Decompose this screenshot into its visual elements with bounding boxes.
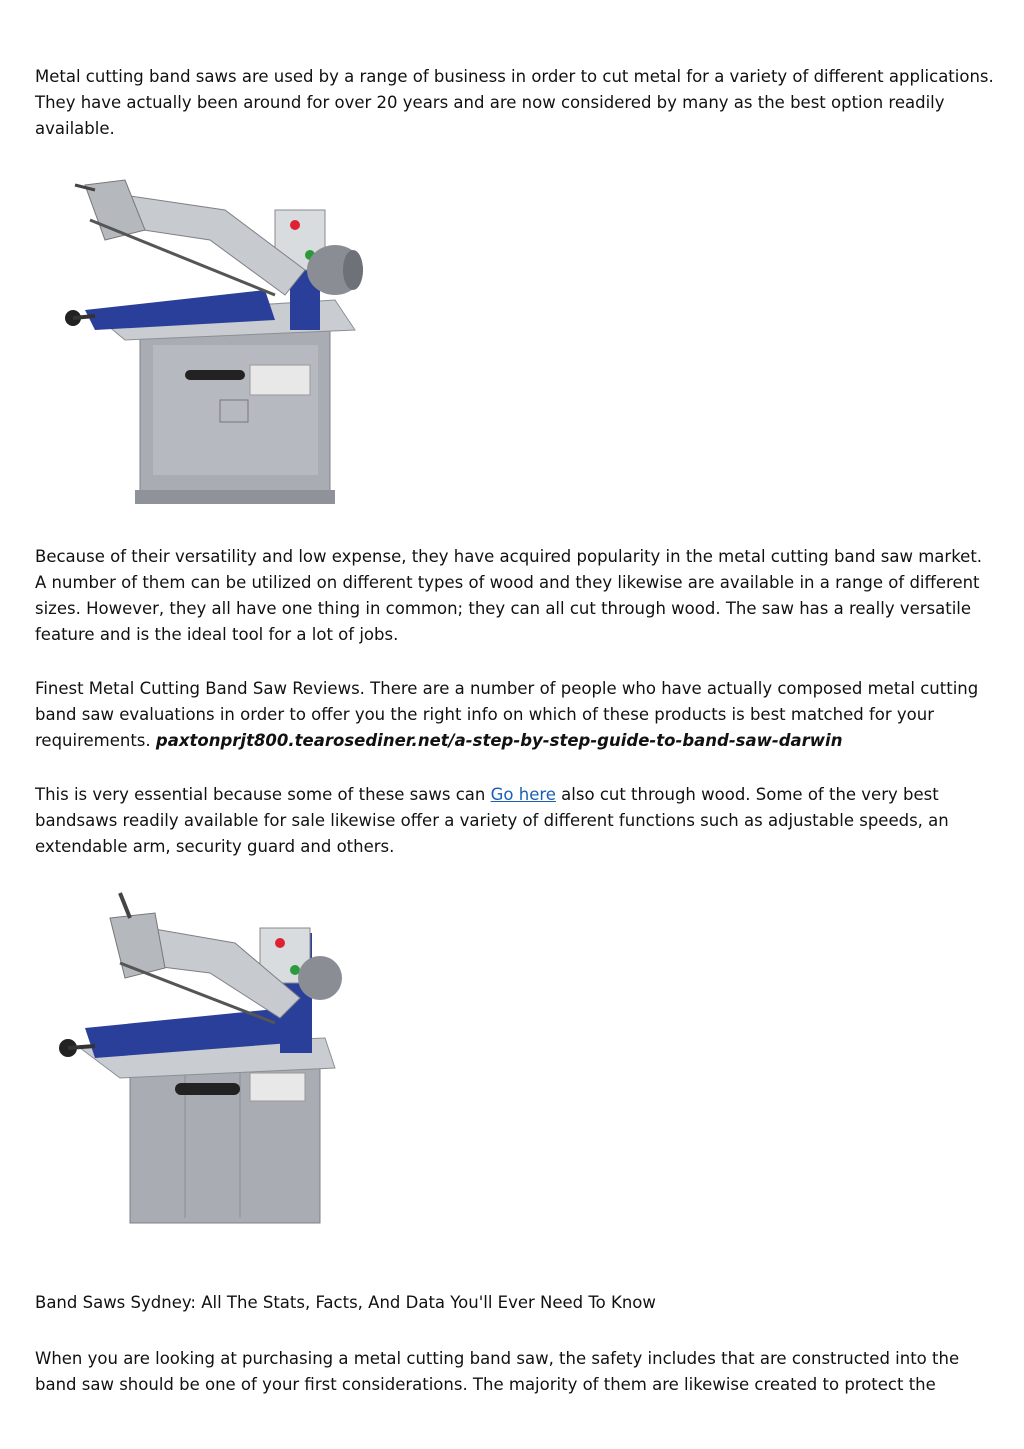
band-saw-image-1 — [35, 170, 365, 515]
essential-paragraph — [35, 782, 995, 860]
reviews-text: Finest Metal Cutting Band Saw Reviews. There are a number of people who have actually composed metal cutting band saw evaluations in order to offer you the right info on which of these products is best matched for your requirements. — [35, 679, 979, 750]
versatility-paragraph: Because of their versatility and low expense, they have acquired popularity in the metal cutting band saw market. A number of them can be utilized on different types of wood and they likewise are available in a range of different sizes. However, they all have one thing in common; they can all cut through wood. The saw has a really versatile feature and is the ideal tool for a lot of jobs. — [35, 547, 983, 644]
safety-paragraph: When you are looking at purchasing a metal cutting band saw, the safety includes that are constructed into the band saw should be one of your first considerations. The majority of them are likewise created to protect the — [35, 1349, 960, 1394]
intro-paragraph: Metal cutting band saws are used by a range of business in order to cut metal for a variety of different applications. They have actually been around for over 20 years and are now considered by many as the best option readily available. — [35, 67, 994, 138]
go-here-link[interactable]: Go here — [490, 785, 556, 804]
source-url-text: paxtonprjt800.tearosediner.net/a-step-by-step-guide-to-band-saw-darwin — [155, 731, 843, 750]
essential-text-after: also cut through wood. Some of the very best bandsaws readily available for sale likewise offer a variety of different functions such as adjustable speeds, an extendable arm, security guard and others. — [35, 785, 949, 856]
band-saw-image-2 — [35, 888, 345, 1233]
essential-text-before: This is very essential because some of these saws can — [35, 785, 491, 804]
reviews-paragraph — [35, 676, 995, 754]
section-heading: Band Saws Sydney: All The Stats, Facts, And Data You'll Ever Need To Know — [35, 1293, 656, 1312]
